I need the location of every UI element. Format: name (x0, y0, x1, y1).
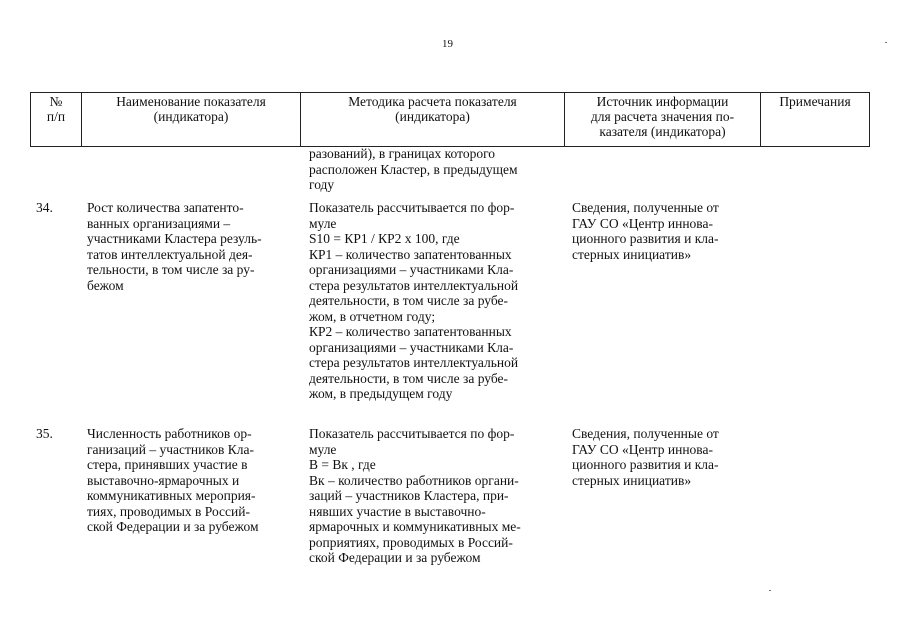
row-indicator-name: Рост количества запатенто- ванных организациями – участниками Кластера резуль- татов интеллектуальной дея- тельности, в том числе за ру- бежом (87, 200, 262, 293)
row-information-source: Сведения, полученные от ГАУ СО «Центр иннова- ционного развития и кла- стерных инициатив» (572, 200, 719, 262)
row-information-source: Сведения, полученные от ГАУ СО «Центр иннова- ционного развития и кла- стерных инициатив» (572, 426, 719, 488)
header-information-source: Источник информации для расчета значения по- казателя (индикатора) (565, 93, 761, 147)
table-header-row (31, 93, 870, 147)
row-number: 35. (36, 426, 53, 441)
scan-speck (769, 590, 771, 591)
row-calculation-method: Показатель рассчитывается по фор- муле S10 = КР1 / КР2 х 100, где КР1 – количество запатентованных организациями – участниками Кла- стера результатов интеллектуальной деятельности, в том числе за рубе- жом, в отчетном году; КР2 – количество запатентованных организациями – участниками Кла- стера результатов интеллектуальной деятельности, в том числе за рубе- жом, в предыдущем году (309, 200, 519, 401)
row-number: 34. (36, 200, 53, 215)
page-number: 19 (442, 38, 453, 50)
header-number: № п/п (31, 93, 82, 147)
scan-speck (885, 42, 887, 43)
header-calculation-method: Методика расчета показателя (индикатора) (301, 93, 565, 147)
header-notes: Примечания (761, 93, 870, 147)
row-indicator-name: Численность работников ор- ганизаций – участников Кла- стера, принявших участие в выставочно-ярмарочных и коммуникативных мероприя- тиях, проводимых в Россий- ской Федерации и за рубежом (87, 426, 259, 534)
row-calculation-method: Показатель рассчитывается по фор- муле В = Вк , где Вк – количество работников органи- заций – участников Кластера, при- нявших участие в выставочно- ярмарочных и коммуникативных ме- роприятиях, проводимых в Россий- ской Федерации и за рубежом (309, 426, 521, 565)
continued-method-text: разований), в границах которого расположен Кластер, в предыдущем году (309, 146, 518, 192)
header-indicator-name: Наименование показателя (индикатора) (82, 93, 301, 147)
indicators-table-header (30, 92, 870, 147)
